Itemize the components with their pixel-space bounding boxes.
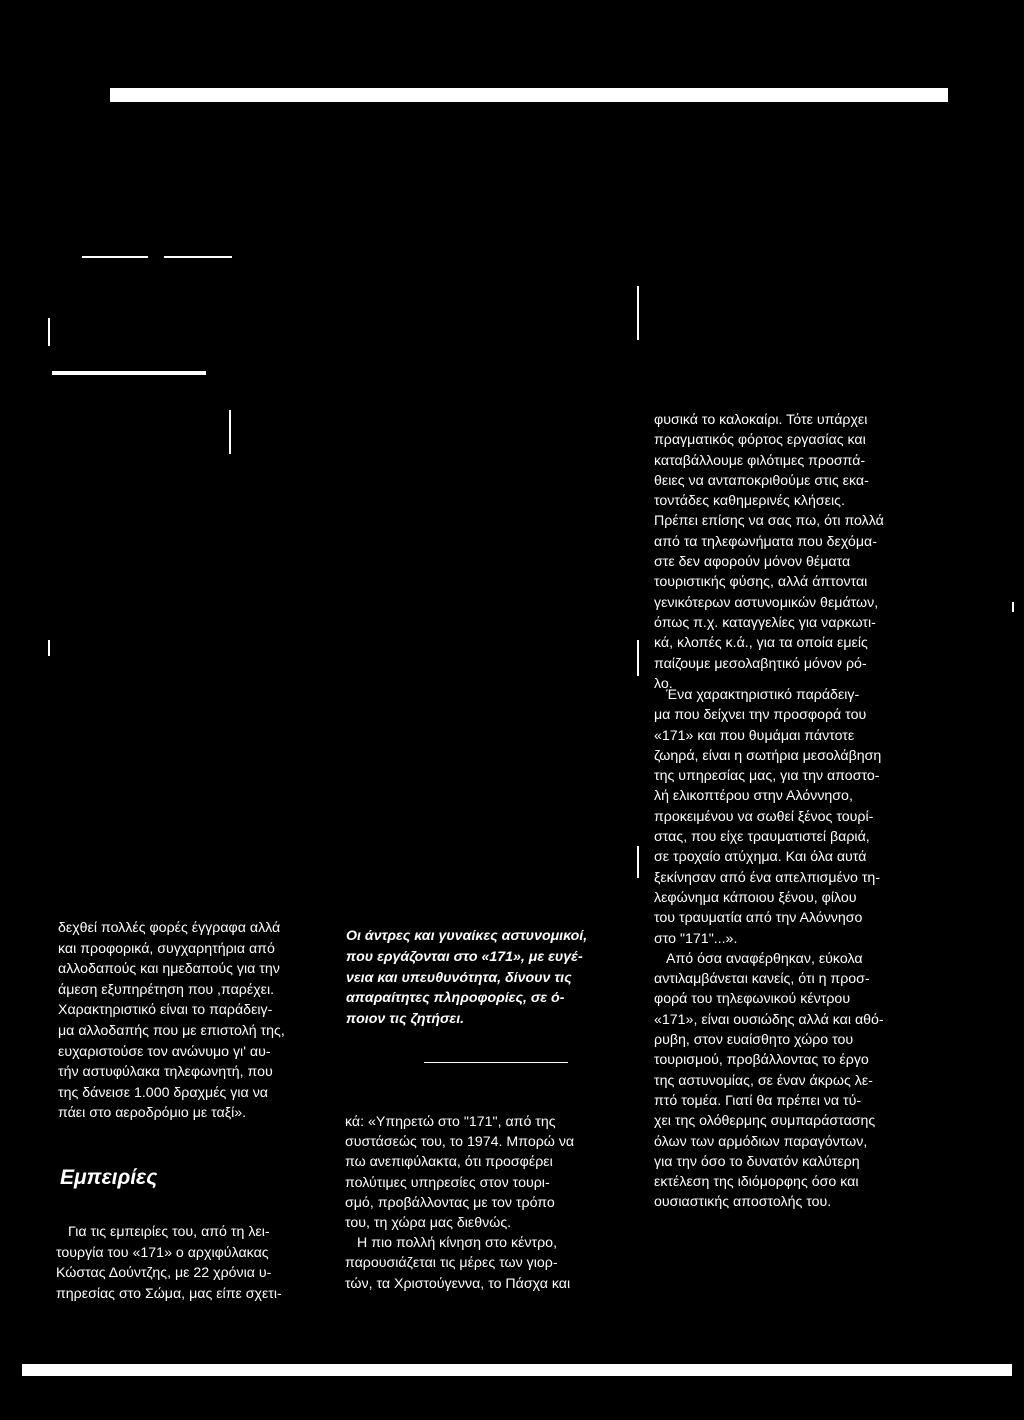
text-line: δεχθεί πολλές φορές έγγραφα αλλά — [58, 920, 281, 936]
text-line: όλων των αρμόδιων παραγόντων, — [654, 1133, 868, 1150]
caption-line: που εργάζονται στο «171», με ευγέ- — [346, 948, 583, 965]
column-1-continued-text — [56, 1222, 282, 1304]
text-line: τουργία του «171» ο αρχιφύλακας — [56, 1244, 269, 1261]
text-line: λεφώνημα κάποιου ξένου, φίλου — [654, 889, 857, 906]
section-heading: Εμπειρίες — [60, 1166, 158, 1189]
photo-frame-inner-tick — [229, 410, 231, 454]
photo-frame-left-edge — [48, 318, 50, 346]
text-line: αντιλαμβάνεται κανείς, ότι η προσ- — [654, 971, 870, 988]
photo-caption — [346, 926, 587, 1030]
text-line: παρουσιάζεται τις μέρες των γιορ- — [345, 1255, 558, 1272]
photo-frame-top-rule — [52, 371, 206, 375]
right-photo-edge-low — [637, 846, 639, 878]
photo-frame-left-edge-lower — [48, 640, 50, 656]
text-line: φορά του τηλεφωνικού κέντρου — [654, 991, 851, 1008]
text-line: λή ελικοπτέρου στην Αλόννησο, — [654, 788, 853, 805]
text-line: σε τροχαίο ατύχημα. Και όλα αυτά — [654, 849, 867, 866]
text-line: ξεκίνησαν από ένα απελπισμένο τη- — [654, 869, 881, 886]
text-line: κά, κλοπές κ.ά., για τα οποία εμείς — [654, 635, 868, 652]
text-line: Πρέπει επίσης να σας πω, ότι πολλά — [654, 513, 884, 530]
text-line: Κώστας Δούντζης, με 22 χρόνια υ- — [56, 1265, 272, 1282]
text-line: Χαρακτηριστικό είναι το παράδειγ- — [58, 1002, 273, 1019]
column-3-continued-text — [654, 685, 884, 1213]
text-line: από τα τηλεφωνήματα που δεχόμα- — [654, 533, 877, 550]
text-line: τοντάδες καθημερινές κλήσεις. — [654, 493, 845, 510]
text-line: πολύτιμες υπηρεσίες στον τουρι- — [345, 1174, 550, 1191]
text-line: του τραυματία από την Αλόννησο — [654, 910, 863, 927]
text-line: πτό τομέα. Γιατί θα πρέπει να τύ- — [654, 1092, 862, 1109]
text-line: τουρισμού, προβάλλοντας το έργο — [654, 1052, 869, 1069]
text-line: όπως π.χ. καταγγελίες για ναρκωτι- — [654, 614, 876, 631]
text-line: της δάνεισε 1.000 δραχμές για να — [58, 1084, 268, 1101]
text-line: πω ανεπιφύλακτα, ότι προσφέρει — [345, 1154, 553, 1171]
text-line: στο "171"...». — [654, 930, 738, 947]
text-line: του, τη χώρα μας διεθνώς. — [345, 1215, 512, 1232]
text-line: στε δεν αφορούν μόνον θέματα — [654, 554, 851, 571]
text-line: της αστυνομίας, σε έναν άκρως λε- — [654, 1072, 873, 1089]
caption-line: νεια και υπευθυνότητα, δίνουν τις — [346, 969, 572, 986]
text-line: εκτέλεση της ιδιόμορφης όσο και — [654, 1174, 859, 1191]
right-photo-edge-top — [637, 286, 639, 340]
text-line: άμεση εξυπηρέτηση που ,παρέχει. — [58, 981, 275, 998]
text-line: μα αλλοδαπής που με επιστολή της, — [58, 1022, 285, 1039]
text-line: συστάσεώς του, το 1974. Μπορώ να — [345, 1134, 575, 1151]
text-line: χει της ολόθερμης συμπαράστασης — [654, 1113, 876, 1130]
text-line: τουριστικής φύσης, αλλά άπτονται — [654, 574, 868, 591]
text-line: Για τις εμπειρίες του, από τη λει- — [68, 1224, 270, 1240]
text-line: αλλοδαπούς και ημεδαπούς για την — [58, 961, 280, 978]
text-line: της υπηρεσίας μας, για την αποστο- — [654, 768, 880, 785]
text-line: μα που δείχνει την προσφορά του — [654, 707, 867, 724]
text-line: παίζουμε μεσολαβητικό μόνον ρό- — [654, 655, 867, 672]
column-1-text — [58, 918, 338, 1124]
column-3-text — [654, 410, 884, 694]
caption-line: απαραίτητες πληροφορίες, σε ό- — [346, 990, 565, 1007]
text-line: ρυβη, στον ευαίσθητο χώρο του — [654, 1032, 854, 1049]
text-line: γενικότερων αστυνομικών θεμάτων, — [654, 594, 879, 611]
caption-line: ποιον τις ζητήσει. — [346, 1011, 465, 1028]
text-line: Ένα χαρακτηριστικό παράδειγ- — [666, 687, 860, 703]
text-line: ουσιαστικής αποστολής του. — [654, 1194, 832, 1211]
column-2-text — [345, 1112, 574, 1294]
text-line: ευχαριστούσε τον ανώνυμο γι' αυ- — [58, 1043, 271, 1060]
caption-line: Οι άντρες και γυναίκες αστυνομικοί, — [346, 928, 588, 944]
text-line: τών, τα Χριστούγεννα, το Πάσχα και — [345, 1275, 571, 1292]
text-line: σμό, προβάλλοντας με τον τρόπο — [345, 1194, 555, 1211]
text-line: «171» και που θυμάμαι πάντοτε — [654, 727, 855, 744]
top-border-line — [110, 88, 948, 102]
text-line: «171», είναι ουσιώδης αλλά και αθό- — [654, 1011, 884, 1028]
short-rule-right — [164, 256, 232, 258]
text-line: θειες να ανταποκριθούμε στις εκα- — [654, 472, 869, 489]
text-line: στας, που είχε τραυματιστεί βαριά, — [654, 829, 870, 846]
text-line: πάει στο αεροδρόμιο με ταξί». — [58, 1105, 247, 1122]
text-line: ζωηρά, είναι η σωτήρια μεσολάβηση — [654, 747, 882, 764]
text-line: προκειμένου να σωθεί ξένος τουρί- — [654, 808, 874, 825]
text-line: για την όσο το δυνατόν καλύτερη — [654, 1153, 860, 1170]
text-line: καταβάλλουμε φιλότιμες προσπά- — [654, 452, 866, 469]
text-line: πηρεσίας στο Σώμα, μας είπε σχετι- — [56, 1285, 282, 1302]
text-line: πραγματικός φόρτος εργασίας και — [654, 432, 866, 449]
text-line: φυσικά το καλοκαίρι. Τότε υπάρχει — [654, 412, 868, 428]
bottom-border-line — [22, 1364, 1012, 1376]
text-line: Η πιο πολλή κίνηση στο κέντρο, — [357, 1235, 558, 1252]
right-edge-tick — [1012, 602, 1014, 612]
text-line: λο. — [654, 675, 673, 692]
text-line: Από όσα αναφέρθηκαν, εύκολα — [666, 950, 863, 967]
text-line: τήν αστυφύλακα τηλεφωνητή, που — [58, 1064, 273, 1081]
right-photo-edge-mid — [637, 640, 639, 676]
caption-divider — [424, 1062, 568, 1063]
short-rule-left — [82, 256, 148, 258]
text-line: και προφορικά, συγχαρητήρια από — [58, 940, 275, 957]
text-line: κά: «Υπηρετώ στο "171", από της — [345, 1114, 556, 1130]
